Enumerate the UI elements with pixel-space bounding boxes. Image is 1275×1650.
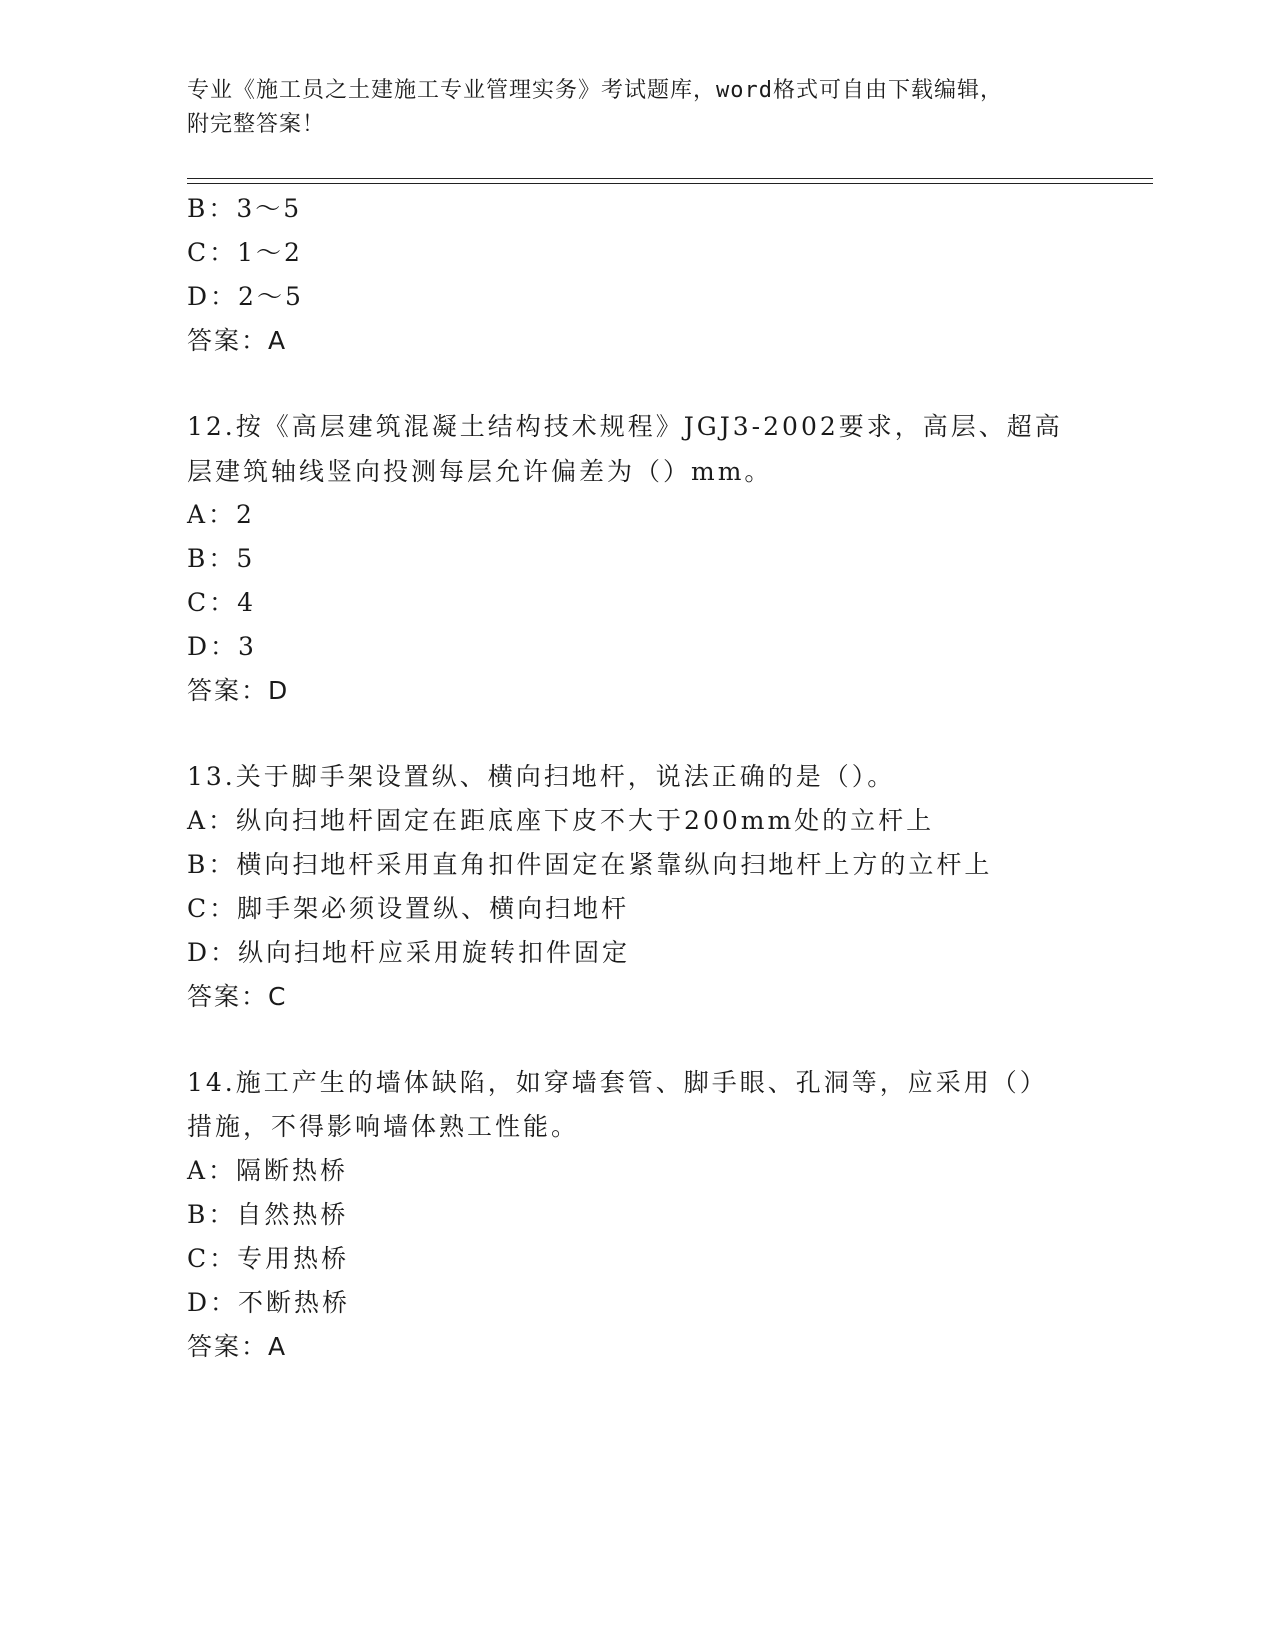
q13-option-b: B：横向扫地杆采用直角扣件固定在紧靠纵向扫地杆上方的立杆上 xyxy=(187,850,993,879)
q12-option-d: D：3 xyxy=(187,632,257,661)
q12-text-line-2: 层建筑轴线竖向投测每层允许偏差为（）mm。 xyxy=(187,457,773,486)
header-divider-top xyxy=(187,178,1153,179)
header-line-2: 附完整答案！ xyxy=(187,112,326,137)
q12-option-a: A：2 xyxy=(187,500,255,529)
q13-option-c: C：脚手架必须设置纵、横向扫地杆 xyxy=(187,894,630,923)
q14-text-line-1: 14.施工产生的墙体缺陷，如穿墙套管、脚手眼、孔洞等，应采用（） xyxy=(187,1068,1048,1097)
q11-option-b: B：3～5 xyxy=(187,194,303,223)
document-header xyxy=(187,74,1087,142)
q14-answer: 答案：A xyxy=(187,1332,288,1361)
q13-option-d: D：纵向扫地杆应采用旋转扣件固定 xyxy=(187,938,631,967)
header-line-1: 专业《施工员之土建施工专业管理实务》考试题库，word格式可自由下载编辑， xyxy=(187,78,1003,103)
q12-option-c: C：4 xyxy=(187,588,257,617)
q11-option-c: C：1～2 xyxy=(187,238,303,267)
q14-text-line-2: 措施，不得影响墙体熟工性能。 xyxy=(187,1112,580,1141)
q13-text: 13.关于脚手架设置纵、横向扫地杆，说法正确的是（）。 xyxy=(187,762,896,791)
q11-answer: 答案：A xyxy=(187,326,288,355)
q11-option-d: D：2～5 xyxy=(187,282,304,311)
q12-answer: 答案：D xyxy=(187,676,290,705)
header-divider-bottom xyxy=(187,183,1153,184)
q14-option-c: C：专用热桥 xyxy=(187,1244,350,1273)
q14-option-b: B：自然热桥 xyxy=(187,1200,349,1229)
q12-option-b: B：5 xyxy=(187,544,256,573)
q14-option-d: D：不断热桥 xyxy=(187,1288,351,1317)
q13-option-a: A：纵向扫地杆固定在距底座下皮不大于200mm处的立杆上 xyxy=(187,806,935,835)
q13-answer: 答案：C xyxy=(187,982,288,1011)
q12-text-line-1: 12.按《高层建筑混凝土结构技术规程》JGJ3-2002要求，高层、超高 xyxy=(187,412,1063,441)
q14-option-a: A：隔断热桥 xyxy=(187,1156,349,1185)
